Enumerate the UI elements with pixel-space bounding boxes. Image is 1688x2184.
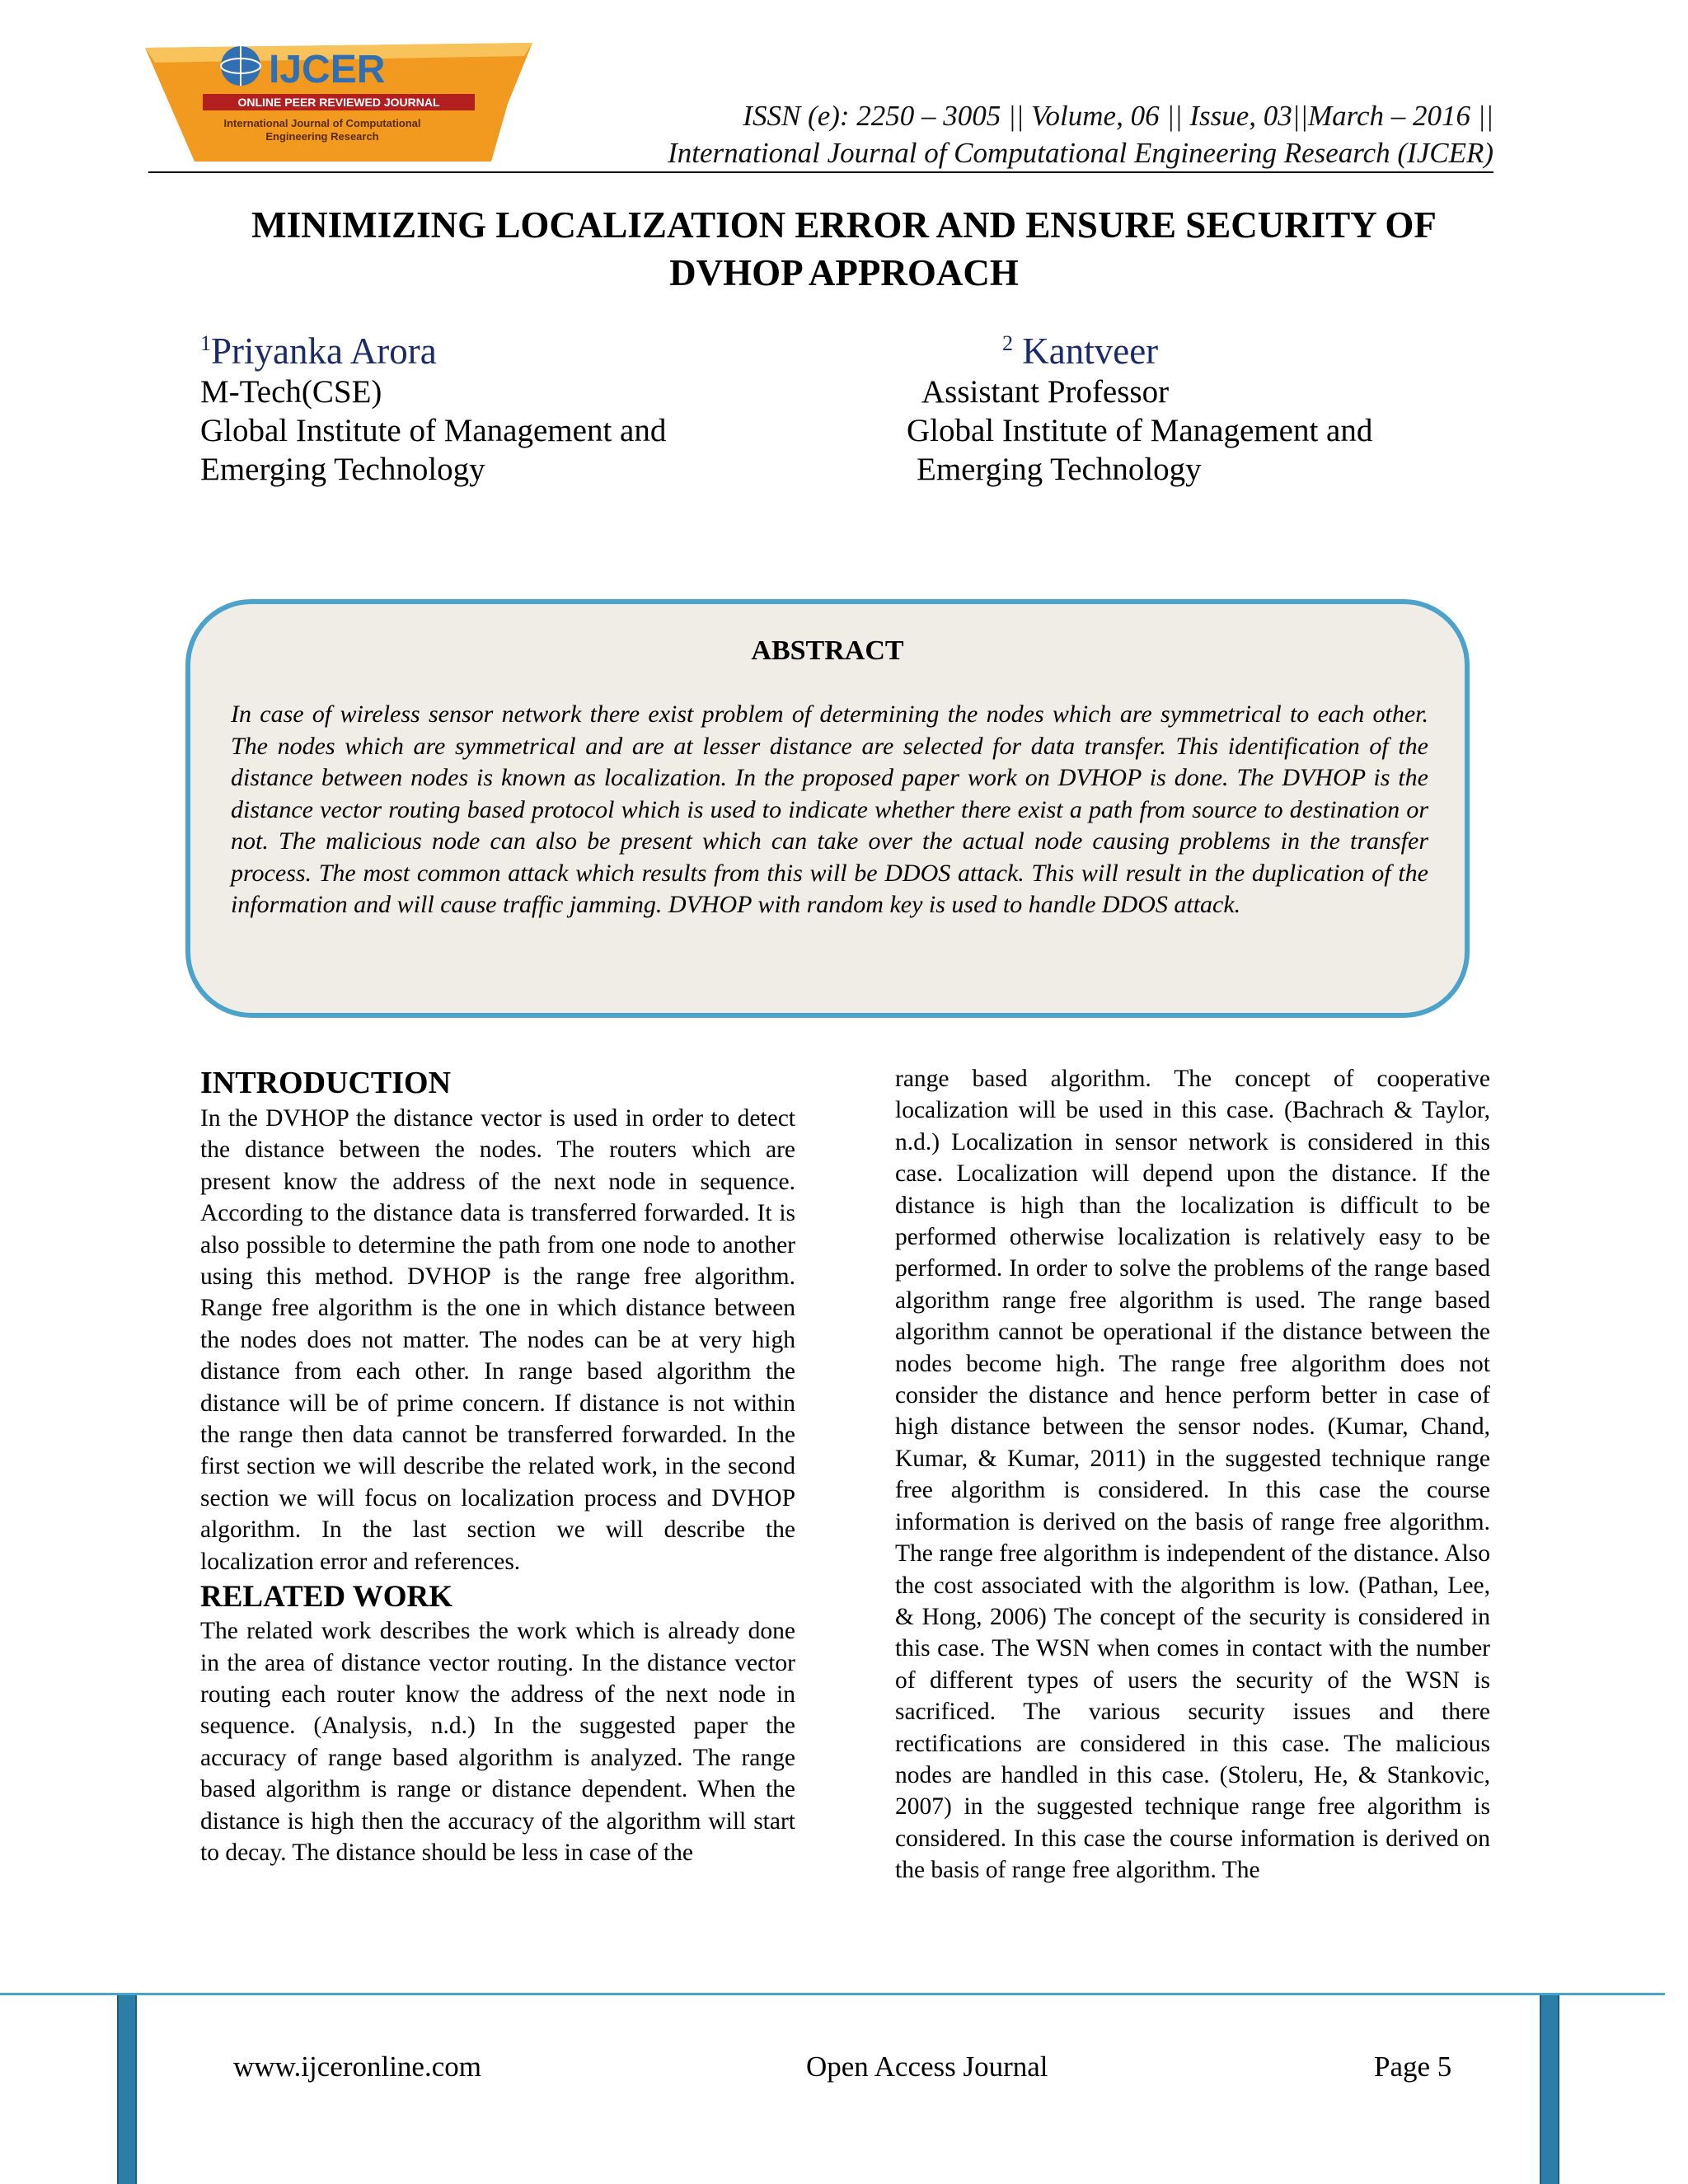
body-column-right <box>895 1063 1490 1886</box>
footer-access-label: Open Access Journal <box>806 2050 1048 2083</box>
footer-divider <box>0 1993 1665 1995</box>
title-line-1: MINIMIZING LOCALIZATION ERROR AND ENSURE SECURITY OF <box>251 204 1437 246</box>
author-affiliation-2b: Emerging Technology <box>917 452 1202 487</box>
journal-logo <box>145 38 541 162</box>
author-name-2: $^2$ Kantveer <box>1002 330 1159 372</box>
related-work-text-left: The related work describes the work which is already done in the area of distance vector routing. In the distance vector routing each router know the address of the next node in sequence. (Analysis, n.d.) In the suggested paper the accuracy of range based algorithm is analyzed. The range based algorithm is range or distance dependent. When the distance is high then the accuracy of the algorithm will start to decay. The distance should be less in case of the <box>200 1618 795 1866</box>
footer-page-number: Page 5 <box>1374 2050 1452 2083</box>
logo-brand: IJCER <box>269 48 386 91</box>
logo-subtitle-1: International Journal of Computational <box>223 117 421 129</box>
related-work-text-right: range based algorithm. The concept of cooperative localization will be used in this case. (Bachrach & Taylor, n.d.) Localization in sensor network is considered in this case. Localization will depend upon the distance. If the distance is high than the localization is difficult to be performed otherwise localization is relatively easy to be performed. In order to solve the problems of the range based algorithm range free algorithm is used. The range based algorithm cannot be operational if the distance between the nodes become high. The range free algorithm does not consider the distance and hence perform better in case of high distance between the sensor nodes. (Kumar, Chand, Kumar, & Kumar, 2011) in the suggested technique range free algorithm is considered. In this case the course information is derived on the basis of range free algorithm. The range free algorithm is independent of the distance. Also the cost associated with the algorithm is low. (Pathan, Lee, & Hong, 2006) The concept of the security is considered in this case. The WSN when comes in contact with the number of different types of users the security of the WSN is sacrificed. The various security issues and there rectifications are considered in this case. The malicious nodes are handled in this case. (Stoleru, He, & Stankovic, 2007) in the suggested technique range free algorithm is considered. In this case the course information is derived on the basis of range free algorithm. The <box>895 1066 1490 1884</box>
footer-bar-right <box>1540 1995 1559 2184</box>
author-affiliation-1b: Emerging Technology <box>200 452 485 487</box>
footer-bar-left <box>117 1995 137 2184</box>
author-number-1: 1 <box>200 331 211 355</box>
header-journal-line: International Journal of Computational Engineering Research (IJCER) <box>668 137 1493 169</box>
introduction-text: In the DVHOP the distance vector is used in order to detect the distance between the nodes. The routers which are present know the address of the next node in sequence. According to the distance data is transferred forwarded. It is also possible to determine the path from one node to another using this method. DVHOP is the range free algorithm. Range free algorithm is the one in which distance between the nodes does not matter. The nodes can be at very high distance from each other. In range based algorithm the distance will be of prime concern. If distance is not within the range then data cannot be transferred forwarded. In the first section we will describe the related work, in the second section we will focus on localization process and DVHOP algorithm. In the last section we will describe the localization error and references. <box>200 1105 795 1575</box>
header-issn-line: ISSN (e): 2250 – 3005 || Volume, 06 || Issue, 03||March – 2016 || <box>743 100 1493 132</box>
header-divider <box>148 171 1493 173</box>
author-number-2: 2 <box>1002 331 1013 355</box>
author-block-1 <box>200 330 827 489</box>
abstract-text: In case of wireless sensor network there exist problem of determining the nodes which are symmetrical to each other. The nodes which are symmetrical and are at lesser distance are selected for data transfer. This identification of the distance between nodes is known as localization. In the proposed paper work on DVHOP is done. The DVHOP is the distance vector routing based protocol which is used to indicate whether there exist a path from source to destination or not. The malicious node can also be present which can take over the actual node causing problems in the transfer process. The most common attack which results from this will be DDOS attack. This will result in the duplication of the information and will cause traffic jamming. DVHOP with random key is used to handle DDOS attack. <box>231 701 1428 918</box>
author-role-1: M-Tech(CSE) <box>200 374 382 410</box>
author-role-2: Assistant Professor <box>921 374 1170 410</box>
footer-website: www.ijceronline.com <box>233 2050 481 2083</box>
abstract-heading: ABSTRACT <box>751 635 904 666</box>
paper-title <box>165 201 1523 297</box>
title-line-2: DVHOP APPROACH <box>669 252 1019 293</box>
logo-tagline: ONLINE PEER REVIEWED JOURNAL <box>237 96 440 109</box>
author-block-2 <box>907 330 1533 489</box>
author-affiliation-1a: Global Institute of Management and <box>200 413 667 448</box>
author-name-1: $^1$Priyanka Arora <box>200 330 437 372</box>
logo-subtitle-2: Engineering Research <box>265 130 379 143</box>
section-heading-related-work: RELATED WORK <box>200 1580 452 1615</box>
journal-header <box>495 97 1493 171</box>
author-affiliation-2a: Global Institute of Management and <box>907 413 1373 448</box>
body-column-left <box>200 1063 795 1868</box>
section-heading-introduction: INTRODUCTION <box>200 1066 452 1100</box>
